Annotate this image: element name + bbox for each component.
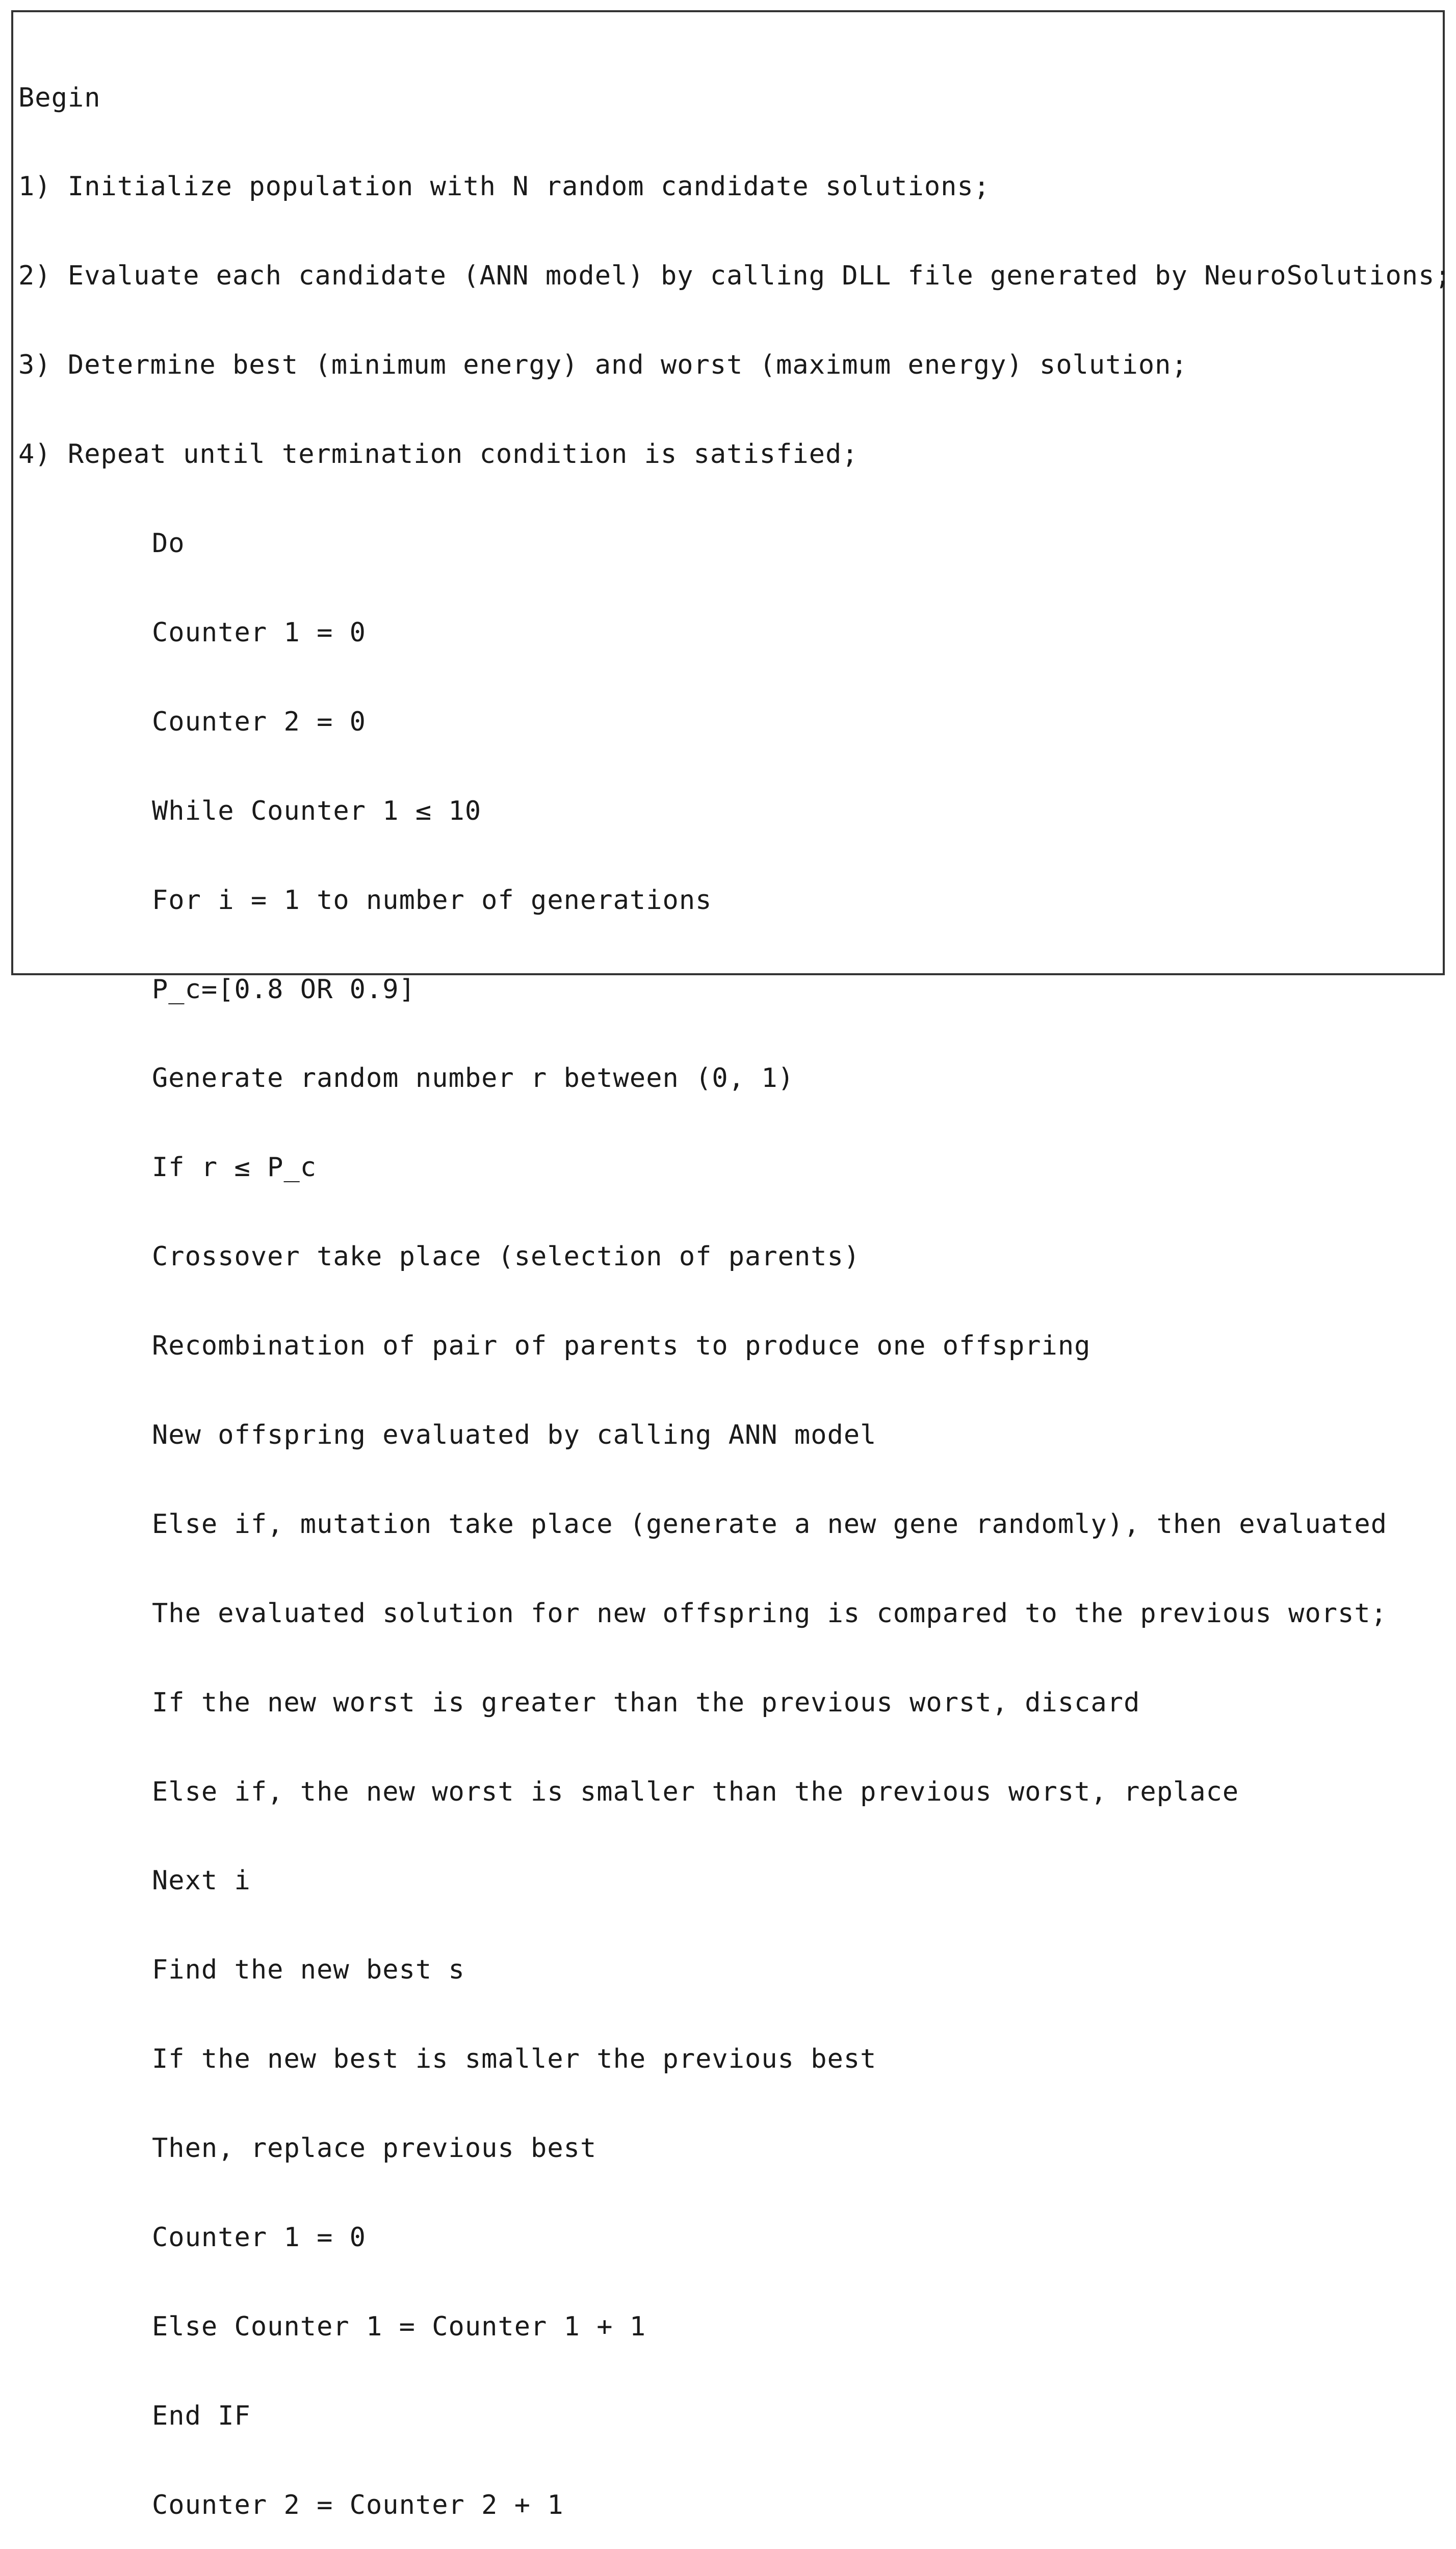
code-line-mutation: Else if, mutation take place (generate a new gene randomly), then evaluated [152,1508,1387,1540]
code-line-if-best: If the new best is smaller the previous best [152,2044,877,2075]
code-line-step-4: 4) Repeat until termination condition is satisfied; [18,439,859,470]
pseudocode-listing [18,23,1451,2549]
code-line-counter1-reset: Counter 1 = 0 [152,2222,366,2253]
code-line-next-i: Next i [152,1865,251,1896]
code-line-recombination: Recombination of pair of parents to produce one offspring [152,1331,1091,1362]
code-line-counter1-init: Counter 1 = 0 [152,617,366,648]
code-line-crossover: Crossover take place (selection of parents) [152,1241,861,1272]
code-line-evaluate-offspring: New offspring evaluated by calling ANN model [152,1419,877,1450]
code-line-step-3: 3) Determine best (minimum energy) and worst (maximum energy) solution; [18,350,1188,381]
code-line-compare-worst: The evaluated solution for new offspring is compared to the previous worst; [152,1598,1387,1629]
code-line-replace-best: Then, replace previous best [152,2133,597,2164]
code-line-end-if: End IF [152,2400,251,2431]
code-line-for: For i = 1 to number of generations [152,885,712,916]
code-line-if-r: If r ≤ P_c [152,1152,317,1183]
code-line-step-2: 2) Evaluate each candidate (ANN model) by calling DLL file generated by NeuroSolutions; [18,261,1451,292]
code-line-find-best: Find the new best s [152,1955,465,1986]
code-line-counter2-init: Counter 2 = 0 [152,706,366,737]
code-line-random: Generate random number r between (0, 1) [152,1063,794,1094]
code-line-counter1-increment: Else Counter 1 = Counter 1 + 1 [152,2311,646,2342]
code-line-pc: P_c=[0.8 OR 0.9] [152,974,415,1005]
code-line-while: While Counter 1 ≤ 10 [152,795,482,826]
code-line-do: Do [152,528,185,559]
code-line-replace-worst: Else if, the new worst is smaller than the previous worst, replace [152,1776,1239,1807]
code-line-counter2-increment: Counter 2 = Counter 2 + 1 [152,2489,564,2520]
code-line-step-1: 1) Initialize population with N random candidate solutions; [18,171,991,202]
code-line-begin: Begin [18,82,101,113]
pseudocode-box [11,10,1451,2520]
code-line-discard: If the new worst is greater than the previous worst, discard [152,1687,1140,1718]
